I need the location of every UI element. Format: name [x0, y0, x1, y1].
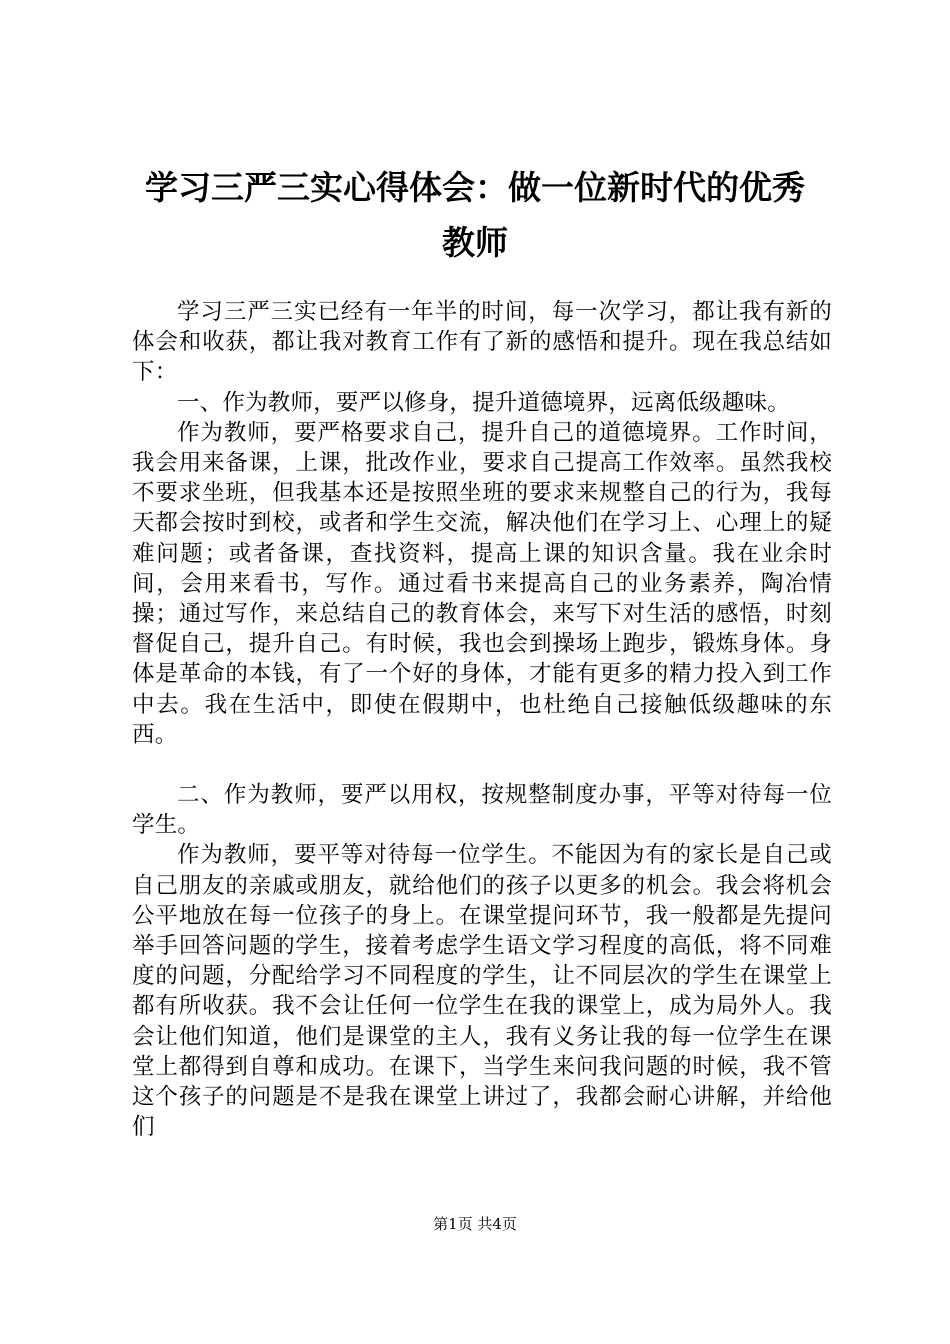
heading-section-2: 二、作为教师，要严以用权，按规整制度办事，平等对待每一位学生。	[132, 782, 832, 839]
paragraph-intro: 学习三严三实已经有一年半的时间，每一次学习，都让我有新的体会和收获，都让我对教育工作有了新的感悟和提升。现在我总结如下：	[132, 299, 832, 386]
title-line-2: 教师	[442, 223, 508, 262]
page-footer: 第1页 共4页	[433, 1215, 517, 1233]
heading-section-1: 一、作为教师，要严以修身，提升道德境界，远离低级趣味。	[177, 389, 790, 416]
document-title	[100, 160, 850, 270]
title-line-1: 学习三严三实心得体会：做一位新时代的优秀	[145, 168, 805, 207]
paragraph-section-2: 作为教师，要平等对待每一位学生。不能因为有的家长是自己或自己朋友的亲戚或朋友，就给他们的孩子以更多的机会。我会将机会公平地放在每一位孩子的身上。在课堂提问环节，我一般都是先提问举手回答问题的学生，接着考虑学生语文学习程度的高低，将不同难度的问题，分配给学习不同程度的学生，让不同层次的学生在课堂上都有所收获。我不会让任何一位学生在我的课堂上，成为局外人。我会让他们知道，他们是课堂的主人，我有义务让我的每一位学生在课堂上都得到自尊和成功。在课下，当学生来问我问题的时候，我不管这个孩子的问题是不是我在课堂上讲过了，我都会耐心讲解，并给他们	[132, 842, 832, 1141]
document-body	[132, 297, 832, 1142]
paragraph-section-1: 作为教师，要严格要求自己，提升自己的道德境界。工作时间，我会用来备课，上课，批改作业，要求自己提高工作效率。虽然我校不要求坐班，但我基本还是按照坐班的要求来规整自己的行为，我每天都会按时到校，或者和学生交流，解决他们在学习上、心理上的疑难问题；或者备课，查找资料，提高上课的知识含量。我在业余时间，会用来看书，写作。通过看书来提高自己的业务素养，陶冶情操；通过写作，来总结自己的教育体会，来写下对生活的感悟，时刻督促自己，提升自己。有时候，我也会到操场上跑步，锻炼身体。身体是革命的本钱，有了一个好的身体，才能有更多的精力投入到工作中去。我在生活中，即使在假期中，也杜绝自己接触低级趣味的东西。	[132, 419, 832, 748]
blank-line	[132, 750, 832, 780]
